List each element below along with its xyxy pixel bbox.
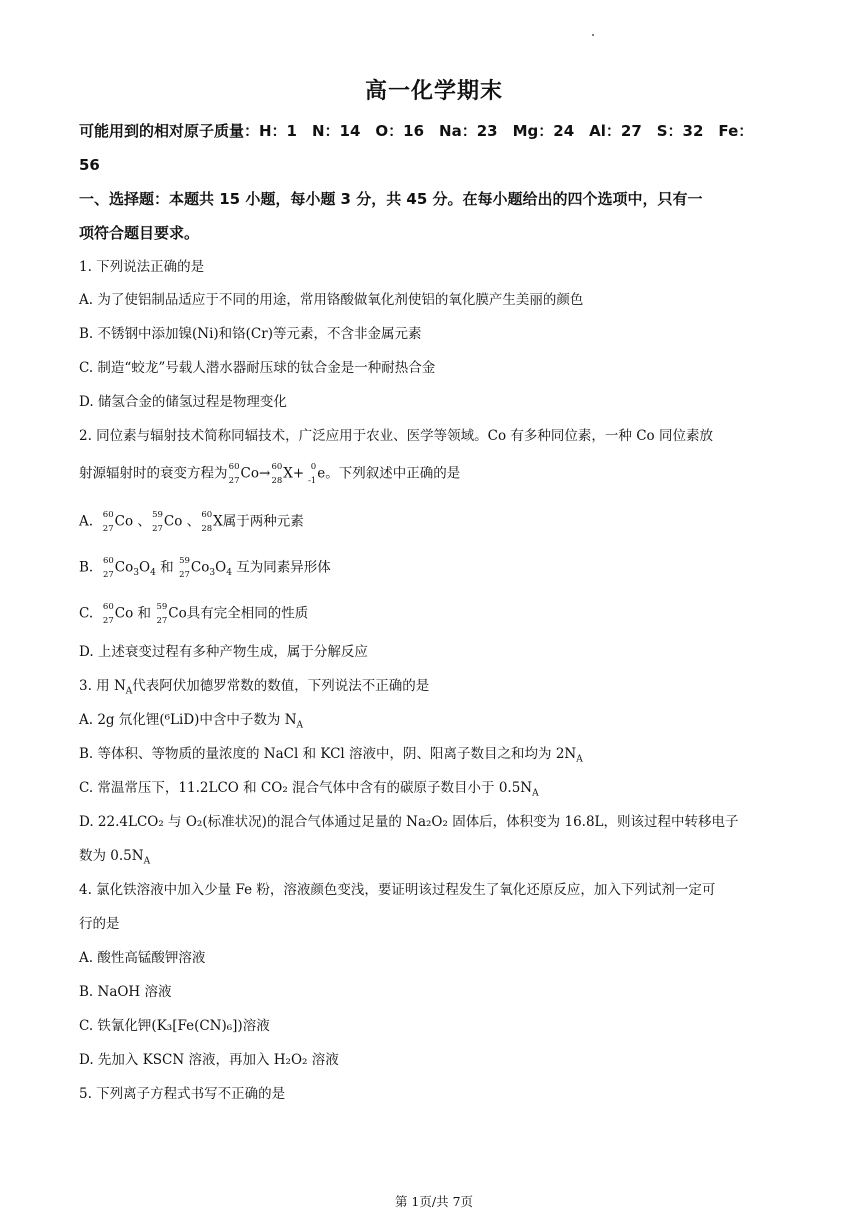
q2-option-a: A. 60 27 Co 、 59 27 Co 、 60 28 X属于两种元素 <box>79 510 304 534</box>
q5-stem: 5. 下列离子方程式书写不正确的是 <box>79 1086 286 1102</box>
x-symbol: X <box>283 465 293 482</box>
q2-stem-pre: 射源辐射时的衰变方程为 <box>79 465 228 482</box>
section-heading-line-2: 项符合题目要求。 <box>79 224 200 242</box>
q1-stem: 1. 下列说法正确的是 <box>79 259 205 275</box>
co-symbol: Co <box>240 465 259 482</box>
q3-option-d-line-2: 数为 $0.5N_A$ <box>79 848 151 867</box>
atomic-mass-line-2: 56 <box>79 156 100 174</box>
q2-option-b: B. 60 27 $Co_3O_4$ 和 59 27 $Co_3O_4$ 互为同素异形体 <box>79 556 331 580</box>
page-title: 高一化学期末 <box>364 79 503 104</box>
x60-nuclide: 60 28 <box>271 462 283 486</box>
page-footer: 第 1页/共 7页 <box>394 1194 474 1209</box>
q2-stem-line-1: 2. 同位素与辐射技术简称同辐技术，广泛应用于农业、医学等领域。Co 有多种同位素，一种 Co 同位素放 <box>79 428 713 444</box>
q3-stem: 3. 用 $N_A$代表阿伏加德罗常数的数值，下列说法不正确的是 <box>79 678 430 697</box>
q2-option-d: D. 上述衰变过程有多种产物生成，属于分解反应 <box>79 644 368 660</box>
atomic-mass-line-1: 可能用到的相对原子质量：H：1 N：14 O：16 Na：23 Mg：24 Al：27 S：32 Fe： <box>79 122 754 140</box>
electron-nuclide: 0 -1 <box>307 462 317 486</box>
q4-option-a: A. 酸性高锰酸钾溶液 <box>79 950 206 966</box>
q2-stem-post: 。下列叙述中正确的是 <box>325 465 461 482</box>
q1-option-b: B. 不锈钢中添加镍(Ni)和铬(Cr)等元素，不含非金属元素 <box>79 326 422 342</box>
q1-option-c: C. 制造“蛟龙”号载人潜水器耐压球的钛合金是一种耐热合金 <box>79 360 436 376</box>
e-symbol: e <box>317 465 326 482</box>
q4-stem-line-1: 4. 氯化铁溶液中加入少量 Fe 粉，溶液颜色变浅，要证明该过程发生了氧化还原反应，加入下列试剂一定可 <box>79 882 716 898</box>
arrow: → <box>258 465 271 482</box>
q4-option-c: C. 铁氰化钾(K₃[Fe(CN)₆])溶液 <box>79 1018 270 1034</box>
q2-stem-line-2 <box>79 462 795 486</box>
co60-nuclide: 60 27 <box>228 462 240 486</box>
q1-option-d: D. 储氢合金的储氢过程是物理变化 <box>79 394 287 410</box>
q3-option-d-line-1: D. 22.4LCO₂ 与 O₂(标准状况)的混合气体通过足量的 Na₂O₂ 固体后，体积变为 16.8L，则该过程中转移电子 <box>79 814 739 830</box>
q4-option-b: B. NaOH 溶液 <box>79 984 172 1000</box>
q3-option-c: C. 常温常压下，11.2LCO 和 CO₂ 混合气体中含有的碳原子数目小于 $0.5N_A$ <box>79 780 539 799</box>
scan-dot <box>592 34 594 36</box>
q1-option-a: A. 为了使铝制品适应于不同的用途，常用铬酸做氧化剂使铝的氧化膜产生美丽的颜色 <box>79 292 584 308</box>
section-heading-line-1: 一、选择题：本题共 15 小题，每小题 3 分，共 45 分。在每小题给出的四个选项中，只有一 <box>79 190 703 208</box>
q4-stem-line-2: 行的是 <box>79 916 120 932</box>
q2-option-c: C. 60 27 Co 和 59 27 Co具有完全相同的性质 <box>79 602 309 626</box>
plus: + <box>292 465 305 482</box>
q4-option-d: D. 先加入 KSCN 溶液，再加入 H₂O₂ 溶液 <box>79 1052 339 1068</box>
q3-option-a: A. 2g 氘化锂(⁶LiD)中含中子数为 $N_A$ <box>79 712 304 731</box>
q3-option-b: B. 等体积、等物质的量浓度的 NaCl 和 KCl 溶液中，阴、阳离子数目之和均为 $2N_A$ <box>79 746 583 765</box>
